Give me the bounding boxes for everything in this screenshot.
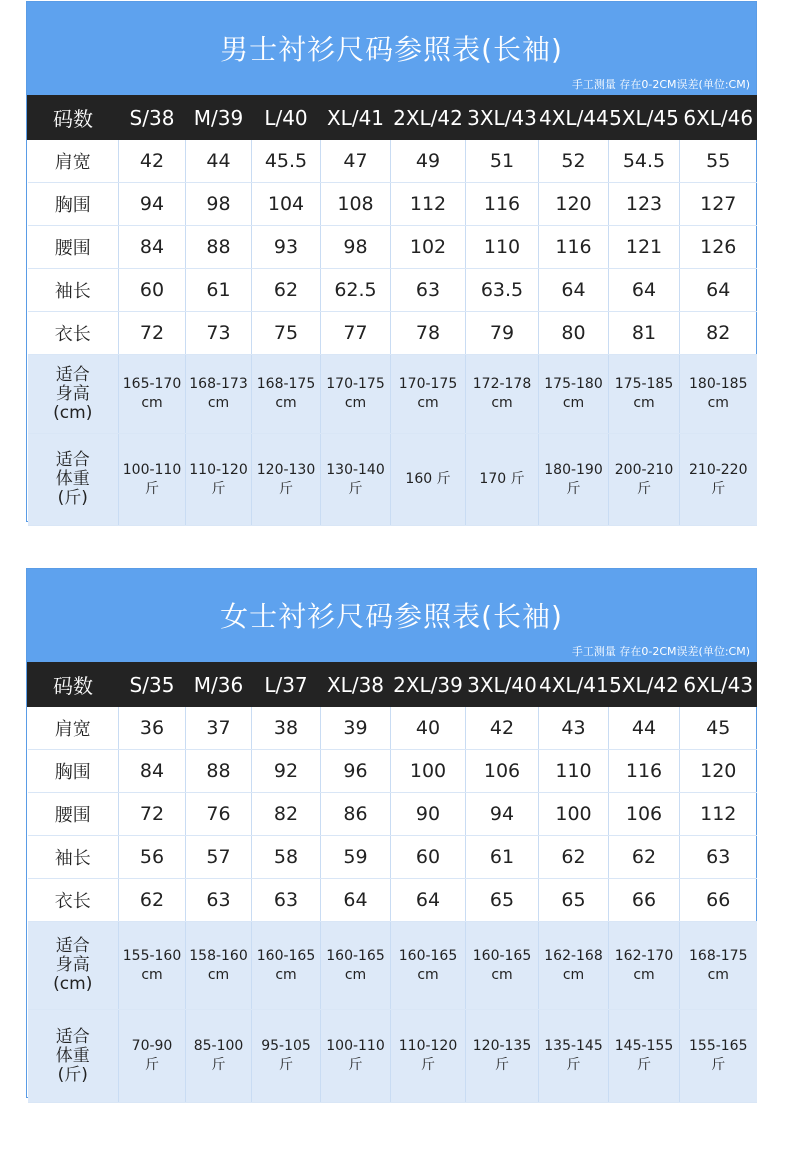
suitable-weight-cell	[609, 434, 680, 526]
label-line: 适合	[55, 364, 90, 385]
range-line: 160-165	[326, 947, 385, 964]
measurement-cell: 64	[391, 879, 466, 922]
range-line: 155-165	[689, 1038, 748, 1054]
measurement-cell: 127	[680, 183, 757, 226]
range-line: 168-173	[189, 376, 248, 392]
range-line: 斤	[711, 1057, 726, 1073]
size-header-cell: L/40	[252, 95, 321, 140]
measurement-cell: 55	[680, 140, 757, 183]
range-line: 斤	[711, 480, 726, 497]
range-line: 170-175	[398, 376, 458, 392]
measurement-cell: 63	[252, 879, 321, 922]
range-line: 100-110	[122, 461, 182, 478]
suitable-height-row	[28, 922, 757, 1010]
label-line: (cm)	[53, 402, 93, 423]
size-header-cell: S/38	[119, 95, 186, 140]
suitable-weight-cell	[252, 434, 321, 526]
suitable-height-cell	[391, 355, 466, 434]
range-line: 斤	[348, 1057, 363, 1073]
range-line: 110-120	[398, 1038, 458, 1054]
measurement-cell: 51	[466, 140, 539, 183]
row-label: 袖长	[28, 836, 119, 879]
men-size-header-row	[28, 95, 757, 140]
table-row	[28, 879, 757, 922]
measurement-cell: 63	[680, 836, 757, 879]
range-line: cm	[417, 395, 439, 411]
size-header-cell: M/39	[186, 95, 252, 140]
suitable-height-row	[28, 355, 757, 434]
measurement-cell: 116	[609, 750, 680, 793]
size-header-cell: M/36	[186, 662, 252, 707]
suitable-height-label	[28, 922, 119, 1010]
women-size-chart	[26, 568, 757, 1098]
measurement-cell: 65	[466, 879, 539, 922]
suitable-height-cell	[539, 355, 609, 434]
range-line: cm	[491, 395, 513, 411]
suitable-weight-label	[28, 1010, 119, 1103]
row-label: 肩宽	[28, 140, 119, 183]
measurement-cell: 110	[539, 750, 609, 793]
suitable-height-cell	[609, 922, 680, 1010]
range-line: 210-220	[689, 461, 748, 478]
measurement-cell: 98	[321, 226, 391, 269]
row-label: 胸围	[28, 183, 119, 226]
range-line: 145-155	[614, 1038, 674, 1054]
range-line: cm	[344, 966, 367, 983]
measurement-cell: 116	[539, 226, 609, 269]
measurement-cell: 64	[321, 879, 391, 922]
measurement-cell: 37	[186, 707, 252, 750]
range-line: 85-100	[193, 1038, 244, 1054]
suitable-weight-cell	[680, 434, 757, 526]
label-line: 体重	[55, 469, 90, 489]
range-line: 160 斤	[405, 471, 451, 487]
suitable-height-cell	[119, 922, 186, 1010]
measurement-cell: 98	[186, 183, 252, 226]
measurement-cell: 47	[321, 140, 391, 183]
measurement-cell: 64	[609, 269, 680, 312]
measurement-cell: 43	[539, 707, 609, 750]
measurement-cell: 49	[391, 140, 466, 183]
suitable-weight-cell	[186, 434, 252, 526]
suitable-weight-cell	[119, 1010, 186, 1103]
range-line: 160-165	[472, 947, 532, 964]
measurement-cell: 88	[186, 226, 252, 269]
measurement-cell: 84	[119, 226, 186, 269]
measurement-cell: 112	[391, 183, 466, 226]
measurement-cell: 72	[119, 312, 186, 355]
measurement-cell: 78	[391, 312, 466, 355]
range-line: cm	[417, 966, 439, 983]
size-header-cell: 3XL/40	[466, 662, 539, 707]
suitable-weight-cell	[119, 434, 186, 526]
range-line: 168-175	[256, 376, 316, 392]
measurement-cell: 63	[186, 879, 252, 922]
measurement-cell: 82	[252, 793, 321, 836]
range-line: 158-160	[189, 947, 248, 964]
women-measurement-note: 手工测量 存在0-2CM误差(单位:CM)	[571, 645, 750, 658]
row-label: 衣长	[28, 312, 119, 355]
women-size-table	[27, 662, 757, 1103]
measurement-cell: 126	[680, 226, 757, 269]
measurement-cell: 45	[680, 707, 757, 750]
suitable-weight-label	[28, 434, 119, 526]
measurement-cell: 52	[539, 140, 609, 183]
measurement-cell: 77	[321, 312, 391, 355]
size-header-cell: S/35	[119, 662, 186, 707]
range-line: 斤	[637, 1057, 651, 1073]
size-header-cell: 4XL/44	[539, 95, 609, 140]
range-line: 斤	[637, 480, 651, 497]
range-line: 70-90	[131, 1038, 173, 1054]
size-header-cell: 6XL/46	[680, 95, 757, 140]
measurement-cell: 106	[466, 750, 539, 793]
range-line: cm	[633, 395, 655, 411]
range-line: 162-168	[544, 947, 603, 964]
suitable-weight-cell	[680, 1010, 757, 1103]
suitable-height-cell	[186, 355, 252, 434]
suitable-height-cell	[252, 355, 321, 434]
measurement-cell: 94	[466, 793, 539, 836]
range-line: cm	[562, 966, 585, 983]
range-line: cm	[491, 966, 513, 983]
row-label: 胸围	[28, 750, 119, 793]
range-line: cm	[141, 395, 163, 411]
range-line: 斤	[495, 1057, 509, 1073]
women-size-header-row	[28, 662, 757, 707]
range-line: 斤	[348, 480, 363, 497]
range-line: cm	[344, 395, 367, 411]
measurement-cell: 62	[119, 879, 186, 922]
size-header-cell: L/37	[252, 662, 321, 707]
measurement-cell: 62	[609, 836, 680, 879]
label-line: 适合	[55, 936, 90, 956]
row-label: 衣长	[28, 879, 119, 922]
range-line: 斤	[566, 1057, 581, 1073]
suitable-height-cell	[680, 355, 757, 434]
measurement-cell: 57	[186, 836, 252, 879]
range-line: 170 斤	[479, 471, 525, 487]
range-line: 135-145	[544, 1038, 603, 1054]
range-line: cm	[633, 966, 655, 983]
measurement-cell: 123	[609, 183, 680, 226]
label-line: 体重	[55, 1045, 90, 1066]
suitable-height-cell	[391, 922, 466, 1010]
size-header-label: 码数	[28, 95, 119, 140]
suitable-height-cell	[321, 922, 391, 1010]
suitable-weight-cell	[321, 434, 391, 526]
suitable-height-cell	[609, 355, 680, 434]
measurement-cell: 100	[539, 793, 609, 836]
row-label: 腰围	[28, 226, 119, 269]
label-line: (斤)	[57, 488, 88, 508]
table-row	[28, 793, 757, 836]
measurement-cell: 45.5	[252, 140, 321, 183]
range-line: 斤	[421, 1057, 435, 1073]
size-header-cell: 2XL/39	[391, 662, 466, 707]
measurement-cell: 40	[391, 707, 466, 750]
suitable-weight-cell	[539, 1010, 609, 1103]
measurement-cell: 54.5	[609, 140, 680, 183]
suitable-weight-cell	[252, 1010, 321, 1103]
measurement-cell: 108	[321, 183, 391, 226]
suitable-height-cell	[186, 922, 252, 1010]
measurement-cell: 62.5	[321, 269, 391, 312]
measurement-cell: 59	[321, 836, 391, 879]
range-line: cm	[275, 395, 297, 411]
range-line: 180-190	[544, 461, 603, 478]
measurement-cell: 121	[609, 226, 680, 269]
measurement-cell: 81	[609, 312, 680, 355]
men-chart-title: 男士衬衫尺码参照表(长袖)	[220, 33, 563, 66]
row-label: 腰围	[28, 793, 119, 836]
table-row	[28, 707, 757, 750]
measurement-cell: 112	[680, 793, 757, 836]
range-line: 斤	[211, 480, 226, 497]
measurement-cell: 86	[321, 793, 391, 836]
measurement-cell: 61	[466, 836, 539, 879]
measurement-cell: 62	[252, 269, 321, 312]
range-line: 120-130	[256, 461, 316, 478]
suitable-height-cell	[539, 922, 609, 1010]
range-line: cm	[707, 395, 729, 411]
range-line: 160-165	[398, 947, 458, 964]
men-chart-header	[27, 2, 756, 95]
measurement-cell: 38	[252, 707, 321, 750]
suitable-height-cell	[252, 922, 321, 1010]
measurement-cell: 88	[186, 750, 252, 793]
table-row	[28, 750, 757, 793]
range-line: 200-210	[614, 461, 674, 478]
size-header-cell: 5XL/45	[609, 95, 680, 140]
measurement-cell: 72	[119, 793, 186, 836]
size-header-cell: 3XL/43	[466, 95, 539, 140]
range-line: 斤	[566, 480, 581, 497]
suitable-weight-cell	[391, 434, 466, 526]
range-line: cm	[207, 966, 230, 983]
suitable-weight-cell	[321, 1010, 391, 1103]
measurement-cell: 102	[391, 226, 466, 269]
measurement-cell: 76	[186, 793, 252, 836]
measurement-cell: 116	[466, 183, 539, 226]
women-chart-title: 女士衬衫尺码参照表(长袖)	[220, 600, 563, 633]
table-row	[28, 312, 757, 355]
range-line: 100-110	[326, 1038, 385, 1054]
label-line: (斤)	[57, 1064, 88, 1085]
range-line: 160-165	[256, 947, 316, 964]
suitable-weight-cell	[539, 434, 609, 526]
men-size-table	[27, 95, 757, 526]
measurement-cell: 65	[539, 879, 609, 922]
suitable-weight-cell	[466, 434, 539, 526]
measurement-cell: 44	[186, 140, 252, 183]
size-header-cell: XL/41	[321, 95, 391, 140]
range-line: cm	[275, 966, 297, 983]
measurement-cell: 104	[252, 183, 321, 226]
measurement-cell: 60	[391, 836, 466, 879]
range-line: 162-170	[614, 947, 674, 964]
suitable-height-label	[28, 355, 119, 434]
measurement-cell: 100	[391, 750, 466, 793]
range-line: 斤	[145, 1057, 159, 1073]
measurement-cell: 60	[119, 269, 186, 312]
measurement-cell: 44	[609, 707, 680, 750]
range-line: 130-140	[326, 461, 385, 478]
measurement-cell: 93	[252, 226, 321, 269]
label-line: 身高	[55, 383, 90, 404]
measurement-cell: 73	[186, 312, 252, 355]
range-line: 斤	[211, 1057, 226, 1073]
measurement-cell: 110	[466, 226, 539, 269]
table-row	[28, 140, 757, 183]
measurement-cell: 61	[186, 269, 252, 312]
range-line: cm	[141, 966, 163, 983]
range-line: 180-185	[689, 376, 748, 392]
measurement-cell: 120	[680, 750, 757, 793]
measurement-cell: 75	[252, 312, 321, 355]
suitable-weight-cell	[186, 1010, 252, 1103]
label-line: 适合	[55, 1026, 90, 1047]
row-label: 肩宽	[28, 707, 119, 750]
measurement-cell: 56	[119, 836, 186, 879]
size-header-cell: 4XL/41	[539, 662, 609, 707]
label-line: 身高	[55, 955, 90, 975]
range-line: 172-178	[472, 376, 532, 392]
measurement-cell: 80	[539, 312, 609, 355]
measurement-cell: 94	[119, 183, 186, 226]
measurement-cell: 96	[321, 750, 391, 793]
women-chart-header	[27, 569, 756, 662]
suitable-weight-row	[28, 1010, 757, 1103]
range-line: 155-160	[122, 947, 182, 964]
range-line: cm	[707, 966, 729, 983]
suitable-weight-cell	[466, 1010, 539, 1103]
measurement-cell: 82	[680, 312, 757, 355]
size-header-label: 码数	[28, 662, 119, 707]
table-row	[28, 183, 757, 226]
men-measurement-note: 手工测量 存在0-2CM误差(单位:CM)	[571, 78, 750, 91]
men-size-chart	[26, 1, 757, 522]
measurement-cell: 66	[680, 879, 757, 922]
range-line: 斤	[145, 480, 159, 497]
measurement-cell: 42	[466, 707, 539, 750]
measurement-cell: 66	[609, 879, 680, 922]
size-header-cell: 5XL/42	[609, 662, 680, 707]
label-line: (cm)	[53, 974, 93, 994]
measurement-cell: 79	[466, 312, 539, 355]
suitable-weight-cell	[609, 1010, 680, 1103]
measurement-cell: 84	[119, 750, 186, 793]
measurement-cell: 92	[252, 750, 321, 793]
range-line: 斤	[279, 1057, 293, 1073]
table-row	[28, 226, 757, 269]
range-line: 95-105	[261, 1038, 311, 1054]
measurement-cell: 90	[391, 793, 466, 836]
suitable-height-cell	[680, 922, 757, 1010]
size-header-cell: 2XL/42	[391, 95, 466, 140]
measurement-cell: 39	[321, 707, 391, 750]
suitable-weight-row	[28, 434, 757, 526]
range-line: 110-120	[189, 461, 248, 478]
measurement-cell: 62	[539, 836, 609, 879]
measurement-cell: 36	[119, 707, 186, 750]
range-line: 168-175	[689, 947, 748, 964]
suitable-height-cell	[119, 355, 186, 434]
range-line: 165-170	[122, 376, 182, 392]
table-row	[28, 269, 757, 312]
suitable-height-cell	[466, 922, 539, 1010]
measurement-cell: 42	[119, 140, 186, 183]
range-line: cm	[207, 395, 230, 411]
range-line: 斤	[279, 480, 293, 497]
size-header-cell: 6XL/43	[680, 662, 757, 707]
range-line: 120-135	[472, 1038, 532, 1054]
measurement-cell: 120	[539, 183, 609, 226]
label-line: 适合	[55, 450, 90, 470]
range-line: 170-175	[326, 376, 385, 392]
suitable-height-cell	[321, 355, 391, 434]
measurement-cell: 63	[391, 269, 466, 312]
suitable-height-cell	[466, 355, 539, 434]
measurement-cell: 106	[609, 793, 680, 836]
measurement-cell: 58	[252, 836, 321, 879]
row-label: 袖长	[28, 269, 119, 312]
measurement-cell: 64	[539, 269, 609, 312]
range-line: 175-185	[614, 376, 674, 392]
range-line: cm	[562, 395, 585, 411]
measurement-cell: 64	[680, 269, 757, 312]
suitable-weight-cell	[391, 1010, 466, 1103]
range-line: 175-180	[544, 376, 603, 392]
measurement-cell: 63.5	[466, 269, 539, 312]
size-header-cell: XL/38	[321, 662, 391, 707]
table-row	[28, 836, 757, 879]
